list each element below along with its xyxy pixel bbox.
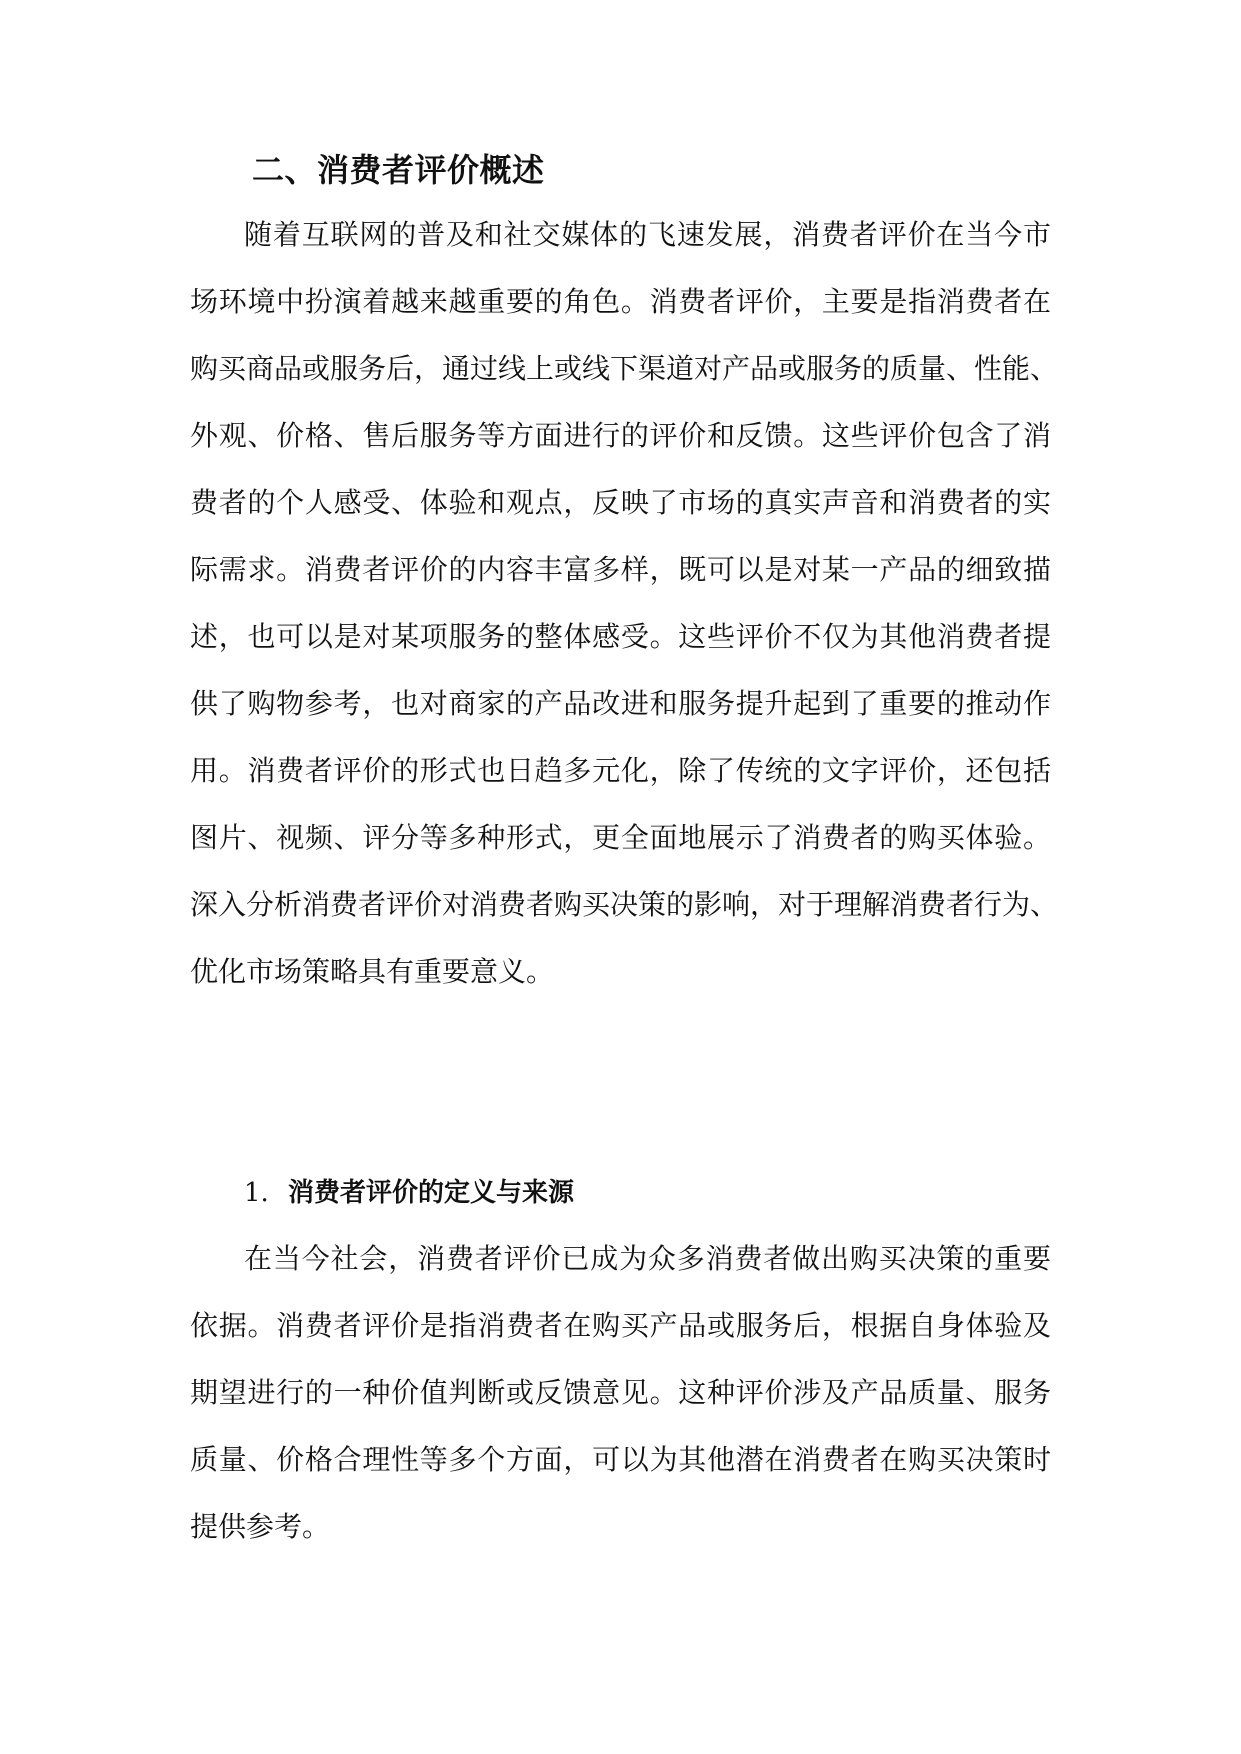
paragraph-line: 依据。消费者评价是指消费者在购买产品或服务后，根据自身体验及 <box>190 1309 1051 1342</box>
paragraph-line: 场环境中扮演着越来越重要的角色。消费者评价，主要是指消费者在 <box>190 285 1051 318</box>
paragraph-line: 用。消费者评价的形式也日趋多元化，除了传统的文字评价，还包括 <box>190 754 1051 787</box>
paragraph-line: 际需求。消费者评价的内容丰富多样，既可以是对某一产品的细致描 <box>190 553 1051 586</box>
paragraph-line: 在当今社会，消费者评价已成为众多消费者做出购买决策的重要 <box>244 1242 1051 1275</box>
paragraph-line: 随着互联网的普及和社交媒体的飞速发展，消费者评价在当今市 <box>244 218 1051 251</box>
subsection-number: 1. <box>244 1178 269 1208</box>
paragraph-line: 优化市场策略具有重要意义。 <box>190 955 555 988</box>
paragraph-line: 期望进行的一种价值判断或反馈意见。这种评价涉及产品质量、服务 <box>190 1376 1051 1409</box>
paragraph-line: 质量、价格合理性等多个方面，可以为其他潜在消费者在购买决策时 <box>190 1443 1051 1476</box>
paragraph-line: 外观、价格、售后服务等方面进行的评价和反馈。这些评价包含了消 <box>190 419 1051 452</box>
paragraph-line: 购买商品或服务后，通过线上或线下渠道对产品或服务的质量、性能、 <box>190 352 1059 385</box>
paragraph-line: 深入分析消费者评价对消费者购买决策的影响，对于理解消费者行为、 <box>190 888 1059 921</box>
paragraph-line: 述，也可以是对某项服务的整体感受。这些评价不仅为其他消费者提 <box>190 620 1051 653</box>
section-title: 二、消费者评价概述 <box>252 151 545 189</box>
subsection-heading <box>244 1173 574 1213</box>
paragraph-line: 图片、视频、评分等多种形式，更全面地展示了消费者的购买体验。 <box>190 821 1051 854</box>
paragraph-line: 供了购物参考，也对商家的产品改进和服务提升起到了重要的推动作 <box>190 687 1051 720</box>
paragraph-line: 费者的个人感受、体验和观点，反映了市场的真实声音和消费者的实 <box>190 486 1051 519</box>
paragraph-line: 提供参考。 <box>190 1510 331 1543</box>
subsection-title: 消费者评价的定义与来源 <box>288 1178 575 1208</box>
